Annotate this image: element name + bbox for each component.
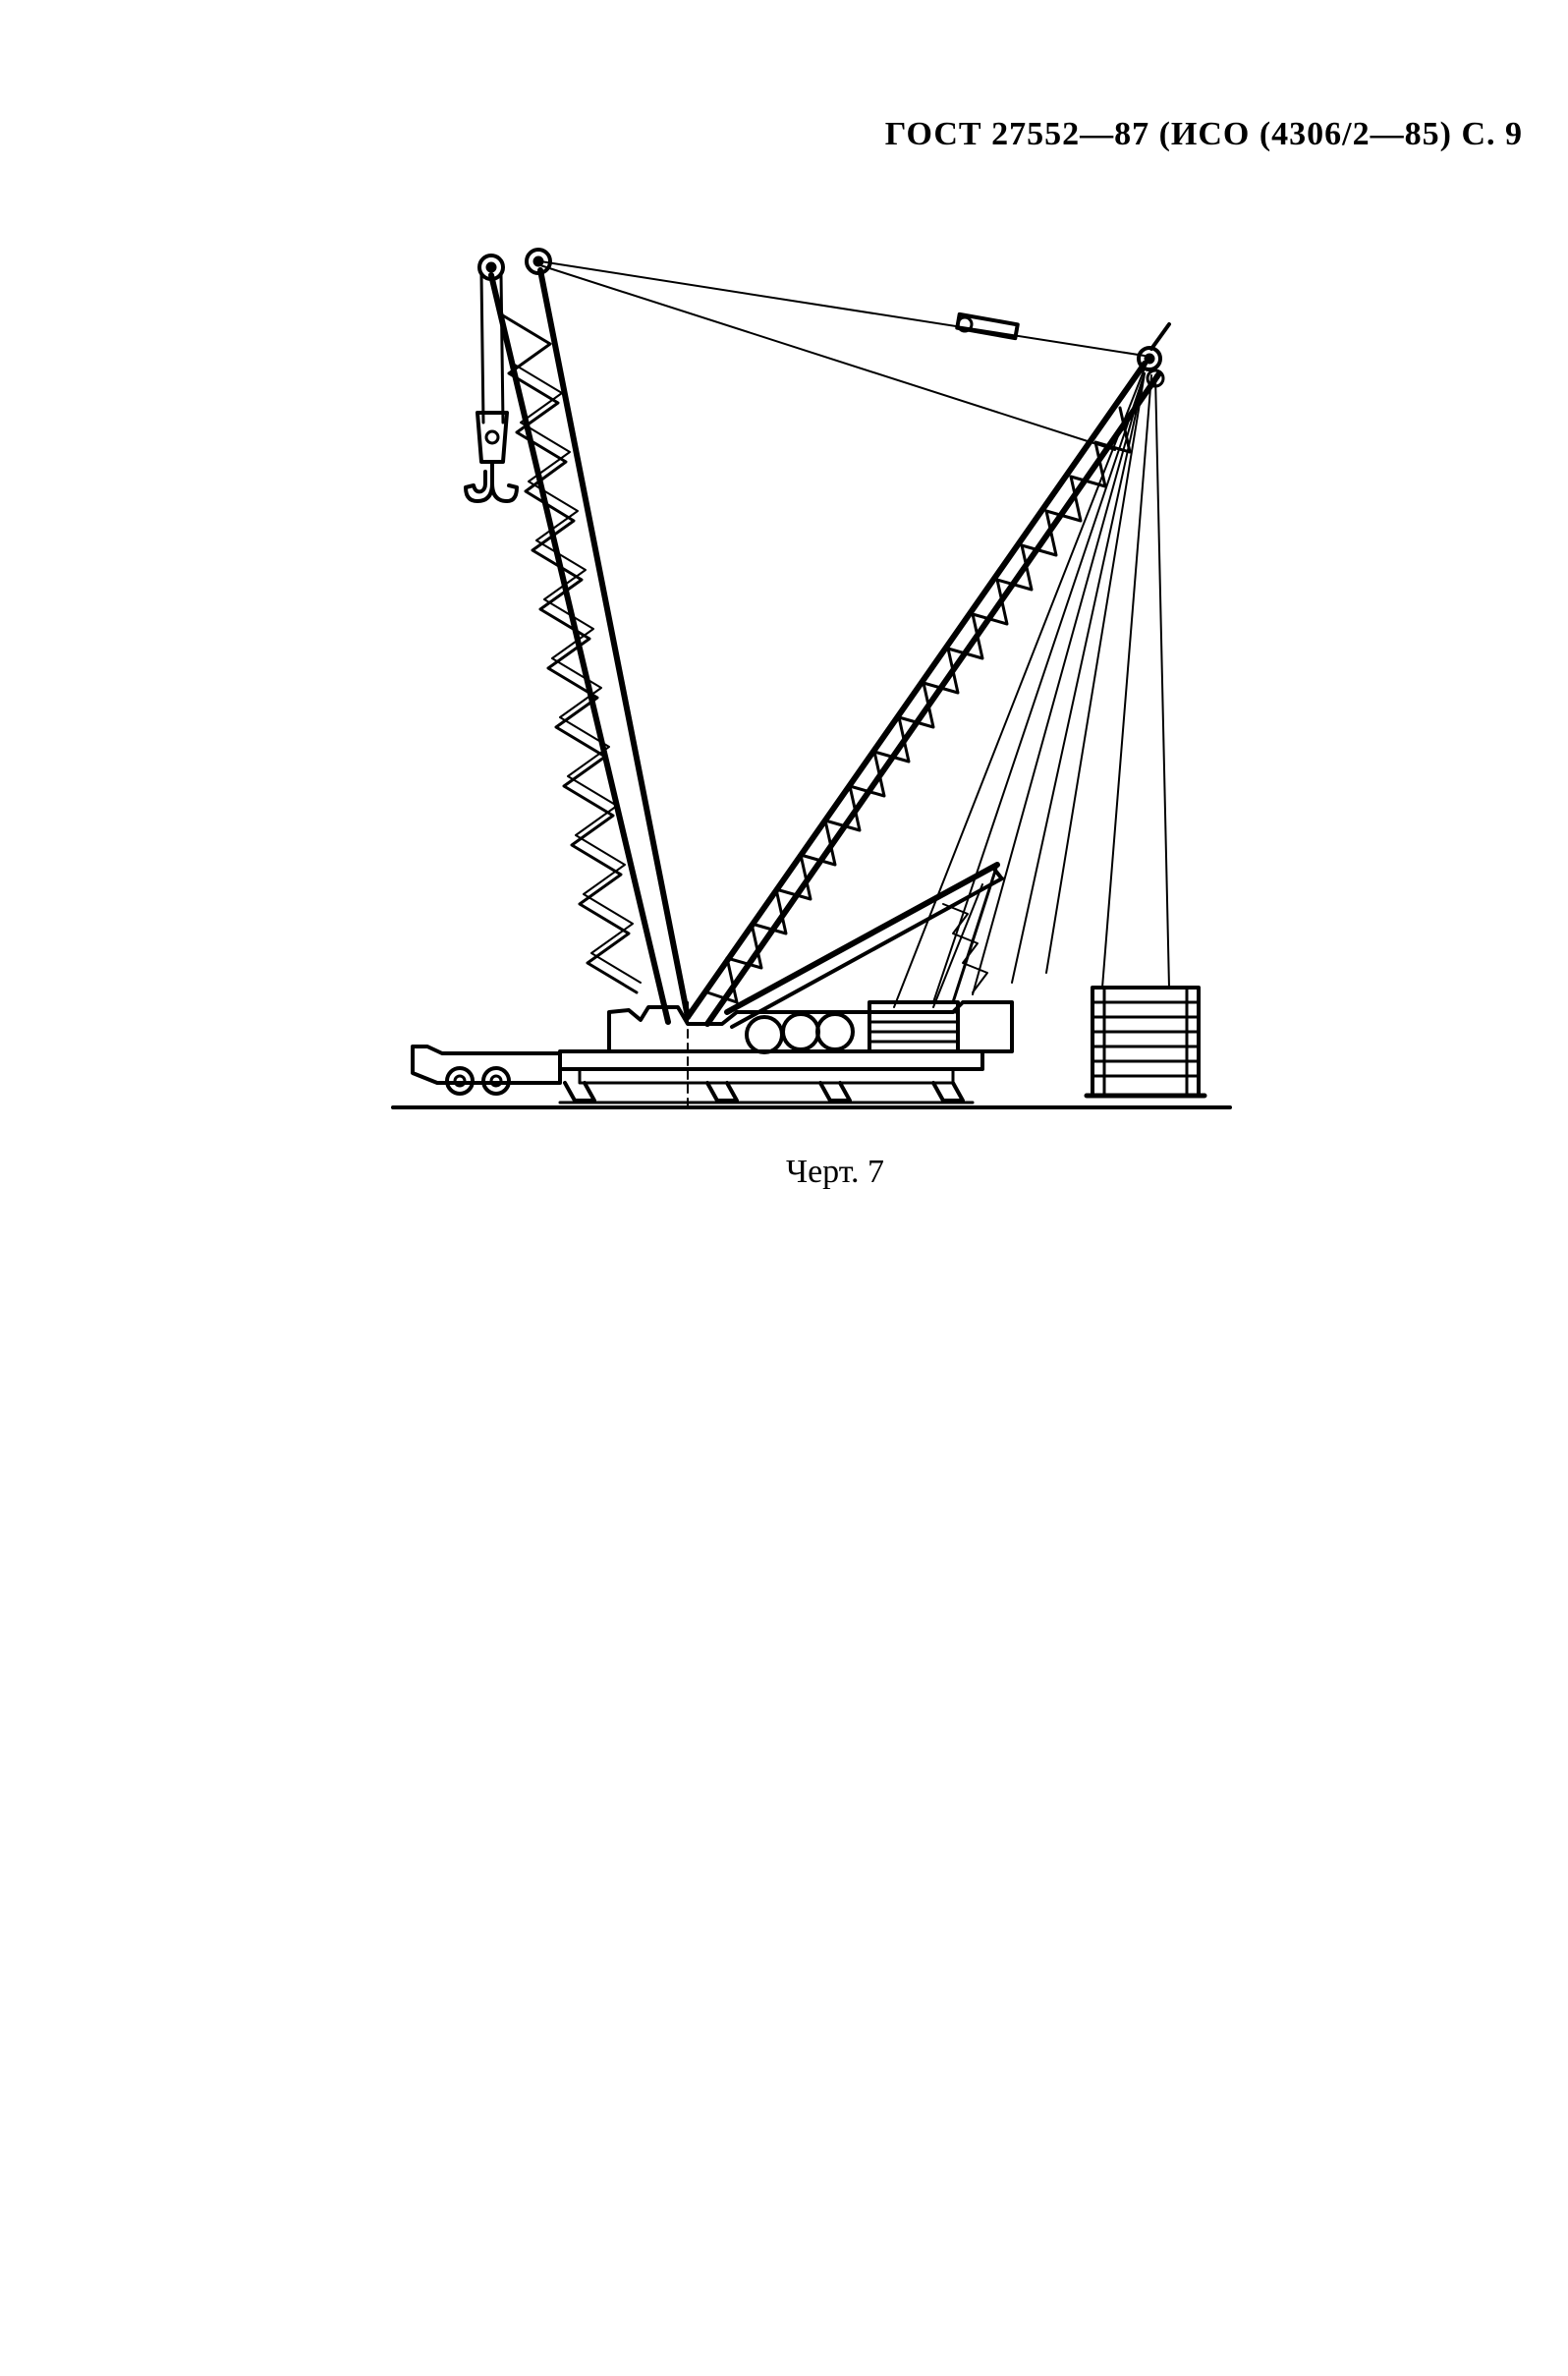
standard-reference: ГОСТ 27552—87 (ИСО (4306/2—85) С. 9 [884, 116, 1523, 152]
page-header [747, 116, 1523, 153]
load-block [1087, 988, 1204, 1096]
pendant-lines [540, 261, 1145, 450]
crane-figure [383, 226, 1238, 1110]
main-boom [479, 250, 688, 1022]
luffing-ropes [894, 368, 1145, 1007]
figure-caption: Черт. 7 [785, 1154, 885, 1190]
hook-block [466, 275, 517, 501]
crane-drawing [383, 226, 1238, 1110]
